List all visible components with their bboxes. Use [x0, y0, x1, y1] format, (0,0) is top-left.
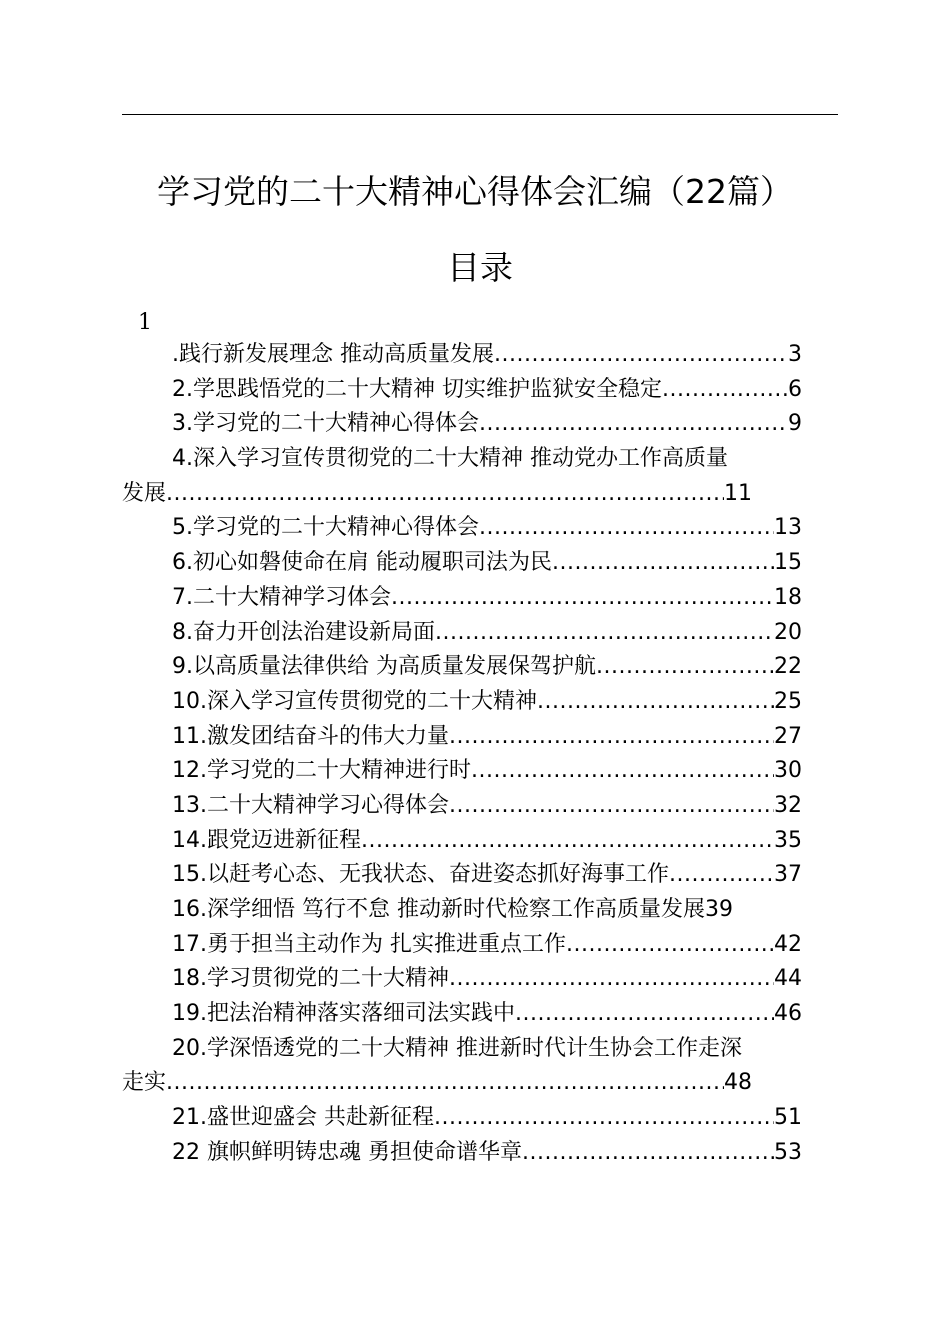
toc-entry-10[interactable] [122, 685, 802, 720]
toc-page-number: 18 [774, 584, 802, 610]
toc-entry-15[interactable] [122, 858, 802, 893]
toc-leader [391, 581, 774, 616]
toc-entry-title: 10.深入学习宣传贯彻党的二十大精神 [172, 688, 537, 714]
toc-page-number: 37 [774, 862, 802, 888]
toc-entry-title: 11.激发团结奋斗的伟大力量 [172, 723, 449, 749]
toc-heading: 目录 [447, 248, 513, 287]
toc-entry-4[interactable] [122, 442, 838, 477]
toc-entry-17[interactable] [122, 928, 802, 963]
toc-entry-8[interactable] [122, 616, 802, 651]
toc-entry-19[interactable] [122, 997, 802, 1032]
toc-leader [522, 1136, 774, 1171]
toc-entry-title: 22 旗帜鲜明铸忠魂 勇担使命谱华章 [172, 1139, 522, 1165]
toc-page-number: 42 [774, 931, 802, 957]
toc-page-number: 25 [774, 688, 802, 714]
toc-page-number: 53 [774, 1139, 802, 1165]
toc-page-number: 44 [774, 966, 802, 992]
toc-leader [479, 407, 788, 442]
toc-leader [596, 650, 774, 685]
toc-entry-16[interactable] [122, 893, 838, 928]
toc-leader [537, 685, 774, 720]
toc-entry-title: 6.初心如磐使命在肩 能动履职司法为民 [172, 550, 552, 576]
toc-page-number: 3 [788, 342, 802, 367]
toc-leader [449, 789, 774, 824]
toc-entry-5[interactable] [122, 511, 802, 546]
toc-leader [552, 546, 774, 581]
toc-entry-22[interactable] [122, 1136, 802, 1171]
toc-leader [166, 1066, 724, 1101]
toc-entry-7[interactable] [122, 581, 802, 616]
toc-entry-title-continuation: 走实 [122, 1070, 167, 1096]
toc-entry-title-continuation: 发展 [122, 480, 167, 506]
toc-entry-title: 12.学习党的二十大精神进行时 [172, 758, 471, 784]
toc-entry-14[interactable] [122, 824, 802, 859]
document-title: 学习党的二十大精神心得体会汇编（22篇） [157, 172, 793, 211]
toc-page-number: 11 [724, 480, 752, 506]
toc-entry-title: 3.学习党的二十大精神心得体会 [172, 411, 479, 437]
toc-entry-9[interactable] [122, 650, 802, 685]
toc-entry-title: 14.跟党迈进新征程 [172, 827, 361, 853]
toc-entry-title: .践行新发展理念 推动高质量发展 [172, 342, 494, 367]
toc-entry-title: 20.学深悟透党的二十大精神 推进新时代计生协会工作走深 [172, 1035, 742, 1061]
toc-page-number: 15 [774, 550, 802, 576]
toc-leader [669, 858, 774, 893]
stray-number: 1 [138, 310, 152, 335]
toc-leader [471, 754, 774, 789]
toc-leader [449, 962, 774, 997]
toc-entry-20[interactable] [122, 1032, 838, 1067]
toc-leader [449, 720, 774, 755]
toc-entry-title: 16.深学细悟 笃行不怠 推动新时代检察工作高质量发展 [172, 897, 705, 922]
toc-leader [434, 1101, 774, 1136]
toc-page-number: 9 [788, 411, 802, 437]
toc-page-number: 46 [774, 1001, 802, 1027]
toc-page-number: 6 [788, 376, 802, 402]
toc-page-number: 48 [724, 1070, 752, 1096]
toc-entry-1[interactable] [122, 338, 802, 373]
header-rule [122, 114, 838, 115]
toc-leader [515, 997, 774, 1032]
toc-entry-6[interactable] [122, 546, 802, 581]
toc-entry-title: 18.学习贯彻党的二十大精神 [172, 966, 449, 992]
toc-entry-21[interactable] [122, 1101, 802, 1136]
toc-entry-title: 15.以赶考心态、无我状态、奋进姿态抓好海事工作 [172, 862, 669, 888]
toc-entry-title: 17.勇于担当主动作为 扎实推进重点工作 [172, 931, 566, 957]
toc-entry-11[interactable] [122, 720, 802, 755]
toc-page-number: 51 [774, 1105, 802, 1131]
toc-entry-title: 19.把法治精神落实落细司法实践中 [172, 1001, 515, 1027]
toc-entry-title: 21.盛世迎盛会 共赴新征程 [172, 1105, 434, 1131]
toc-entry-title: 5.学习党的二十大精神心得体会 [172, 515, 479, 541]
toc-page-number: 27 [774, 723, 802, 749]
toc-leader [662, 373, 788, 408]
toc-page-number: 22 [774, 654, 802, 680]
toc-entry-title: 9.以高质量法律供给 为高质量发展保驾护航 [172, 654, 596, 680]
table-of-contents [122, 338, 838, 1171]
toc-entry-20-continuation[interactable] [122, 1066, 752, 1101]
toc-entry-title: 4.深入学习宣传贯彻党的二十大精神 推动党办工作高质量 [172, 446, 728, 472]
toc-leader [566, 928, 774, 963]
toc-leader [361, 824, 774, 859]
toc-leader [494, 338, 788, 373]
toc-leader [435, 616, 774, 651]
toc-entry-title: 8.奋力开创法治建设新局面 [172, 619, 435, 645]
toc-page-number: 20 [774, 619, 802, 645]
toc-page-number: 39 [704, 897, 733, 922]
toc-page-number: 30 [774, 758, 802, 784]
toc-leader [166, 477, 724, 512]
toc-entry-2[interactable] [122, 373, 802, 408]
toc-entry-12[interactable] [122, 754, 802, 789]
toc-leader [479, 511, 774, 546]
toc-entry-title: 7.二十大精神学习体会 [172, 584, 391, 610]
toc-page-number: 13 [774, 515, 802, 541]
toc-entry-18[interactable] [122, 962, 802, 997]
toc-entry-title: 2.学思践悟党的二十大精神 切实维护监狱安全稳定 [172, 376, 662, 402]
toc-entry-4-continuation[interactable] [122, 477, 752, 512]
toc-entry-title: 13.二十大精神学习心得体会 [172, 792, 449, 818]
toc-entry-13[interactable] [122, 789, 802, 824]
toc-entry-3[interactable] [122, 407, 802, 442]
toc-page-number: 32 [774, 792, 802, 818]
toc-page-number: 35 [774, 827, 802, 853]
